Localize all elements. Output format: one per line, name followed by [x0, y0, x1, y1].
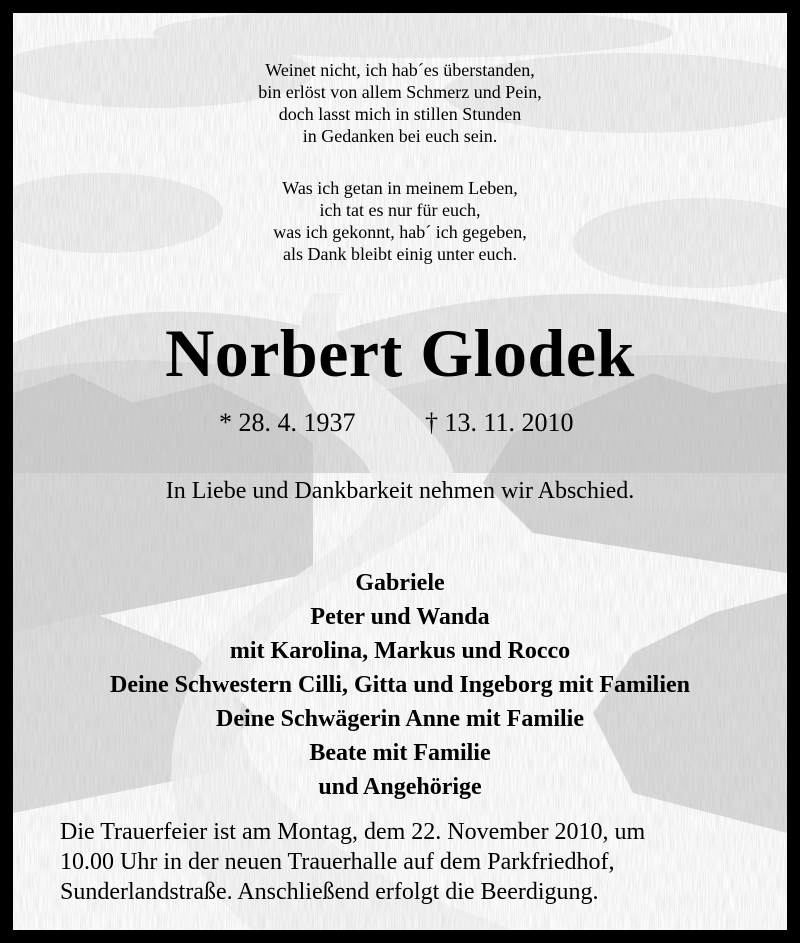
mourner-entry: und Angehörige: [318, 774, 482, 800]
mourner-entry: Peter und Wanda: [310, 604, 490, 630]
poem-line: Was ich getan in meinem Leben,: [282, 178, 518, 198]
mourner-entry: Deine Schwägerin Anne mit Familie: [216, 706, 584, 732]
poem-line: doch lasst mich in stillen Stunden: [278, 104, 522, 124]
poem-line: in Gedanken bei euch sein.: [302, 126, 498, 146]
poem-line: als Dank bleibt einig unter euch.: [283, 244, 517, 264]
mourners-list: [13, 566, 787, 804]
poem-stanza-2: [13, 177, 787, 265]
ceremony-line: 10.00 Uhr in der neuen Trauerhalle auf dem Parkfriedhof,: [60, 849, 615, 875]
poem-stanza-1: [13, 59, 787, 147]
death-date: † 13. 11. 2010: [425, 408, 574, 437]
ceremony-line: Die Trauerfeier ist am Montag, dem 22. November 2010, um: [60, 819, 646, 845]
ceremony-line: Sunderlandstraße. Anschließend erfolgt die Beerdigung.: [60, 879, 599, 905]
mourner-entry: mit Karolina, Markus und Rocco: [229, 638, 571, 664]
poem-line: was ich gekonnt, hab´ ich gegeben,: [273, 222, 527, 242]
mourner-entry: Beate mit Familie: [309, 740, 491, 766]
poem-line: ich tat es nur für euch,: [319, 200, 481, 220]
poem-line: Weinet nicht, ich hab´es überstanden,: [265, 60, 535, 80]
birth-date: * 28. 4. 1937: [219, 408, 356, 437]
farewell-text: In Liebe und Dankbarkeit nehmen wir Abschied.: [165, 478, 635, 504]
deceased-name: Norbert Glodek: [165, 315, 635, 391]
poem-line: bin erlöst von allem Schmerz und Pein,: [258, 82, 542, 102]
mourner-entry: Deine Schwestern Cilli, Gitta und Ingeborg mit Familien: [110, 672, 690, 698]
mourner-entry: Gabriele: [355, 570, 445, 596]
funeral-ceremony-info: [60, 817, 775, 907]
